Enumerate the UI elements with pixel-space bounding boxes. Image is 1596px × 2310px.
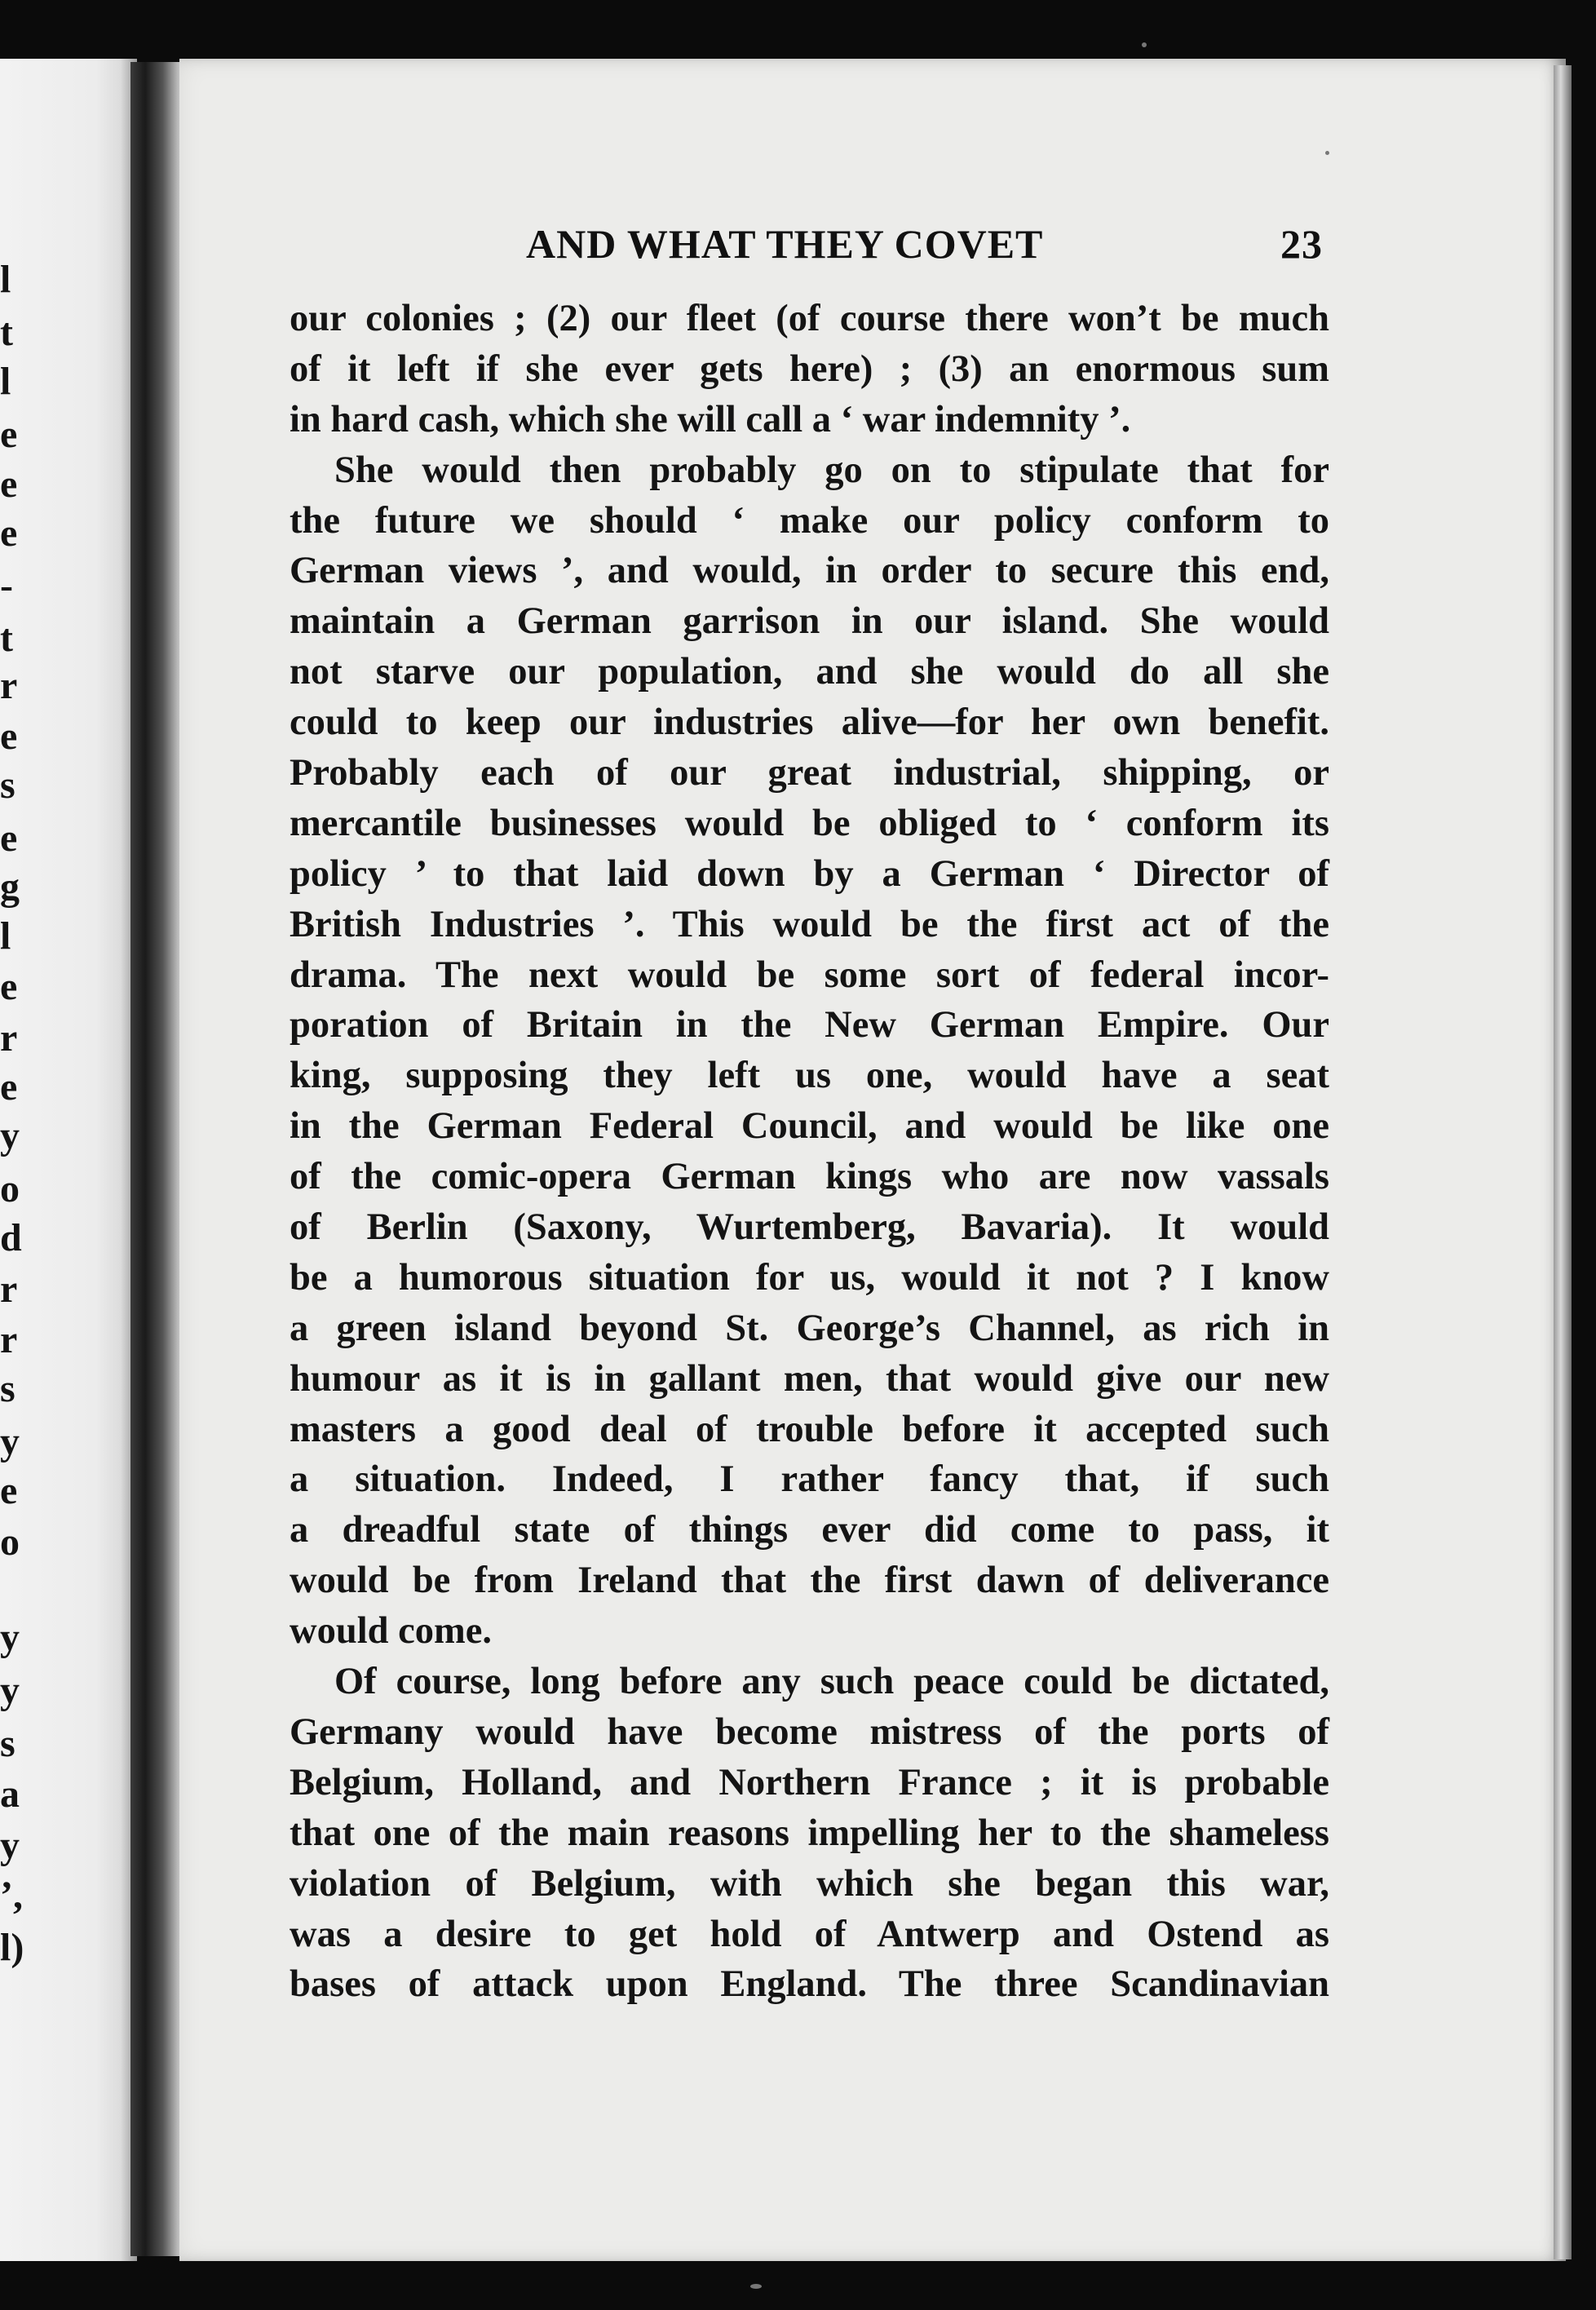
text-line: Probably each of our great industrial, shipping, or (290, 752, 1329, 794)
text-line: would be from Ireland that the first dawn of deliverance (290, 1560, 1329, 1602)
left-page-line-ending: l (0, 914, 11, 958)
left-page-line-ending: l) (0, 1926, 24, 1969)
text-line: mercantile businesses would be obliged to ‘ conform its (290, 802, 1329, 844)
left-page-line-ending: r (0, 1016, 18, 1060)
text-line: of the comic-opera German kings who are now vassals (290, 1156, 1329, 1198)
left-page-line-ending: y (0, 1420, 20, 1463)
page-number: 23 (1280, 221, 1323, 267)
text-line: drama. The next would be some sort of federal incor- (290, 954, 1329, 996)
text-line: king, supposing they left us one, would have a seat (290, 1055, 1329, 1097)
text-line: be a humorous situation for us, would it not ? I know (290, 1256, 1329, 1299)
text-line: British Industries ’. This would be the first act of the (290, 903, 1329, 945)
text-line: a green island beyond St. George’s Channel, as rich in (290, 1307, 1329, 1349)
left-page-line-ending: r (0, 664, 18, 707)
text-line: in hard cash, which she will call a ‘ war indemnity ’. (290, 398, 1131, 440)
left-page-line-ending: s (0, 763, 15, 807)
left-page-line-ending: e (0, 816, 18, 860)
text-line: masters a good deal of trouble before it accepted such (290, 1408, 1329, 1450)
text-line: the future we should ‘ make our policy conform to (290, 499, 1329, 542)
page-body-text (290, 294, 1329, 2010)
left-page-line-ending: t (0, 617, 13, 660)
left-facing-page-edge (0, 59, 137, 2261)
text-line: maintain a German garrison in our island. She would (290, 600, 1329, 643)
text-line: Germany would have become mistress of the ports of (290, 1710, 1329, 1753)
text-line: violation of Belgium, with which she began this war, (290, 1862, 1329, 1905)
text-line: poration of Britain in the New German Empire. Our (290, 1004, 1329, 1047)
left-page-line-ending: a (0, 1772, 20, 1816)
text-line: of it left if she ever gets here) ; (3) an enormous sum (290, 347, 1329, 390)
left-page-line-ending: o (0, 1167, 20, 1210)
text-line: She would then probably go on to stipulate that for (334, 449, 1329, 491)
text-line: humour as it is in gallant men, that would give our new (290, 1357, 1329, 1400)
text-line: Of course, long before any such peace could be dictated, (334, 1661, 1329, 1703)
text-line: a dreadful state of things ever did come to pass, it (290, 1509, 1329, 1551)
left-page-line-ending: e (0, 462, 18, 506)
text-line: of Berlin (Saxony, Wurtemberg, Bavaria). It would (290, 1206, 1329, 1249)
left-page-line-ending: y (0, 1669, 20, 1712)
left-page-line-ending: ’, (0, 1874, 23, 1917)
left-page-line-ending: y (0, 1616, 20, 1659)
left-page-line-ending: l (0, 360, 11, 403)
text-line: not starve our population, and she would do all she (290, 651, 1329, 693)
text-line: could to keep our industries alive—for her own benefit. (290, 701, 1329, 744)
scan-speck (750, 2284, 762, 2289)
left-page-line-ending: s (0, 1367, 15, 1410)
left-page-line-ending: y (0, 1824, 20, 1867)
left-page-line-ending: r (0, 1318, 18, 1361)
left-page-line-ending: e (0, 413, 18, 456)
scan-speck (1142, 42, 1147, 47)
left-page-line-ending: e (0, 1065, 18, 1109)
left-page-line-ending: g (0, 865, 20, 909)
text-line: our colonies ; (2) our fleet (of course there won’t be much (290, 298, 1329, 339)
text-line: in the German Federal Council, and would be like one (290, 1105, 1329, 1148)
left-page-line-ending: e (0, 965, 18, 1008)
left-page-line-ending: y (0, 1114, 20, 1157)
text-line: was a desire to get hold of Antwerp and Ostend as (290, 1913, 1329, 1955)
text-line: Belgium, Holland, and Northern France ; it is probable (290, 1761, 1329, 1803)
text-line: a situation. Indeed, I rather fancy that, if such (290, 1458, 1329, 1501)
running-title: AND WHAT THEY COVET (526, 221, 1044, 267)
text-line: German views ’, and would, in order to secure this end, (290, 550, 1329, 592)
left-page-line-ending: d (0, 1216, 22, 1259)
left-page-line-ending: o (0, 1520, 20, 1564)
left-page-line-ending: l (0, 258, 11, 301)
left-page-line-ending: t (0, 311, 13, 354)
text-line: bases of attack upon England. The three Scandinavian (290, 1963, 1329, 2006)
page-right-edge (1554, 65, 1572, 2259)
text-line: that one of the main reasons impelling her to the shameless (290, 1812, 1329, 1854)
scan-speck (1325, 151, 1329, 155)
left-page-line-ending: - (0, 564, 13, 607)
left-page-line-ending: s (0, 1722, 15, 1765)
left-page-line-ending: e (0, 1469, 18, 1512)
text-line: would come. (290, 1610, 492, 1653)
left-page-line-ending: e (0, 715, 18, 758)
left-page-line-ending: r (0, 1268, 18, 1311)
text-line: policy ’ to that laid down by a German ‘ Director of (290, 852, 1329, 895)
left-page-line-ending: e (0, 511, 18, 555)
